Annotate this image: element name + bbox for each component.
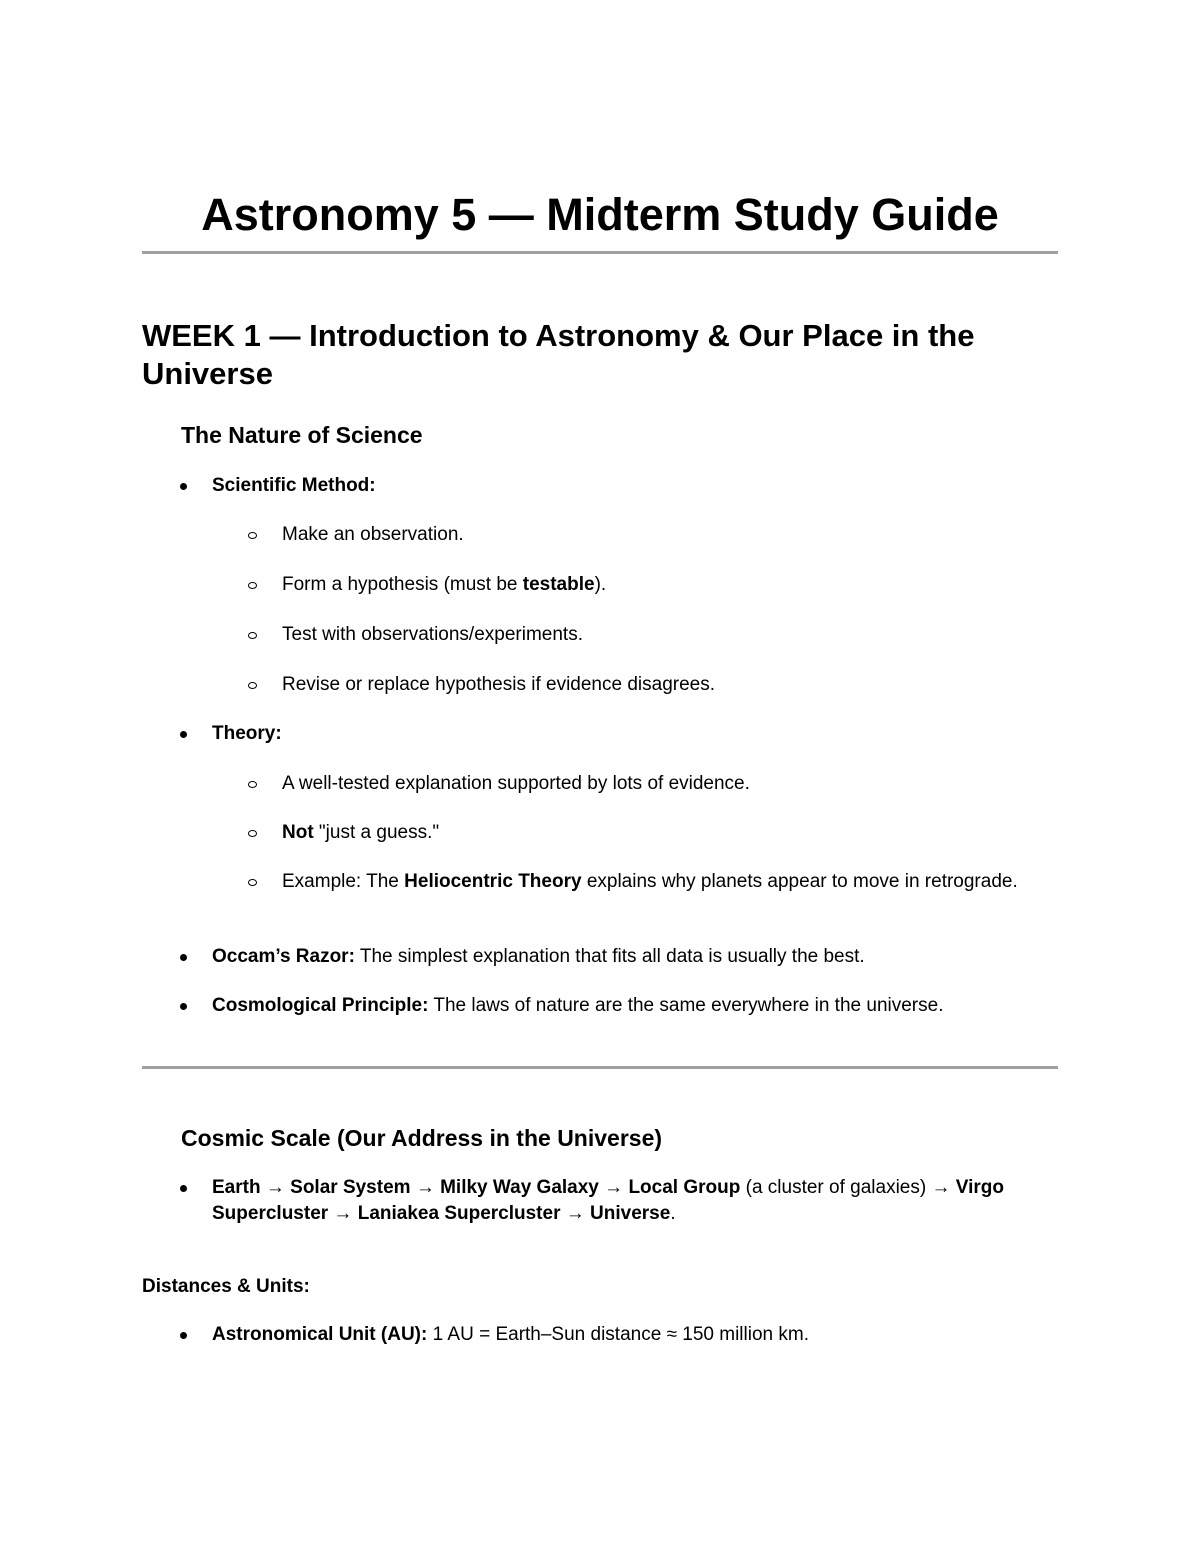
list-item-step [282,672,1058,698]
list-item-theory-point [282,771,1058,797]
step-text: Make an observation. [282,524,464,545]
cosmological-principle-text: The laws of nature are the same everywhere in the universe. [428,995,944,1016]
step-text: ). [594,574,607,595]
occams-razor-text: The simplest explanation that fits all data is usually the best. [354,946,865,967]
circle-bullet-icon [248,879,257,886]
distances-heading: Distances & Units: [142,1276,310,1297]
arrow-icon: → [560,1203,591,1224]
local-group-label: Local Group [628,1177,741,1198]
arrow-icon: → [328,1203,358,1224]
bullet-icon [180,1003,187,1010]
step-bold-text: testable [522,574,595,595]
list-item-cosmic-address [212,1175,1058,1227]
nature-of-science-heading: The Nature of Science [181,422,423,448]
virgo-label: Virgo Supercluster [212,1177,1004,1224]
theory-point-text: A well-tested explanation supported by lots of evidence. [282,773,750,794]
circle-bullet-icon [248,781,257,788]
arrow-icon: → [926,1177,956,1198]
list-item-step [282,622,1058,648]
list-item-occams-razor [212,944,1058,970]
theory-point-bold: Not [282,822,314,843]
circle-bullet-icon [248,830,257,837]
circle-bullet-icon [248,582,257,589]
arrow-icon: → [260,1177,291,1198]
earth-label: Earth [212,1177,261,1198]
arrow-icon: → [598,1177,629,1198]
bullet-icon [180,1332,187,1339]
horizontal-rule [142,251,1058,254]
horizontal-rule [142,1066,1058,1069]
document-title: Astronomy 5 — Midterm Study Guide [201,189,999,240]
arrow-icon: → [410,1177,441,1198]
au-text: 1 AU = Earth–Sun distance ≈ 150 million km. [427,1324,809,1345]
cosmological-principle-label: Cosmological Principle: [212,995,429,1016]
step-text: Test with observations/experiments. [282,624,583,645]
theory-point-text: "just a guess." [313,822,440,843]
theory-point-bold: Heliocentric Theory [404,871,582,892]
period: . [670,1203,676,1224]
circle-bullet-icon [248,632,257,639]
theory-point-text: explains why planets appear to move in retrograde. [581,871,1018,892]
occams-razor-label: Occam’s Razor: [212,946,355,967]
step-text: Form a hypothesis (must be [282,574,523,595]
solar-system-label: Solar System [290,1177,411,1198]
bullet-icon [180,1185,187,1192]
list-item-theory [212,721,1058,747]
circle-bullet-icon [248,532,257,539]
laniakea-label: Laniakea Supercluster [357,1203,561,1224]
bullet-icon [180,731,187,738]
step-text: Revise or replace hypothesis if evidence disagrees. [282,674,716,695]
list-item-step [282,522,1058,548]
milky-way-label: Milky Way Galaxy [440,1177,599,1198]
universe-label: Universe [590,1203,671,1224]
list-item-step [282,572,1058,598]
theory-point-text: Example: The [282,871,405,892]
scientific-method-label: Scientific Method: [212,475,376,496]
list-item-scientific-method [212,473,1058,499]
week1-heading: WEEK 1 — Introduction to Astronomy & Our Place in the Universe [142,318,975,391]
bullet-icon [180,954,187,961]
local-group-note: (a cluster of galaxies) [740,1177,927,1198]
circle-bullet-icon [248,682,257,689]
bullet-icon [180,483,187,490]
theory-label: Theory: [212,723,282,744]
au-label: Astronomical Unit (AU): [212,1324,428,1345]
cosmic-scale-heading: Cosmic Scale (Our Address in the Universe) [181,1125,663,1151]
list-item-theory-point [282,820,1058,846]
list-item-cosmological-principle [212,993,1058,1019]
list-item-au [212,1322,1058,1348]
list-item-theory-point [282,869,1058,895]
